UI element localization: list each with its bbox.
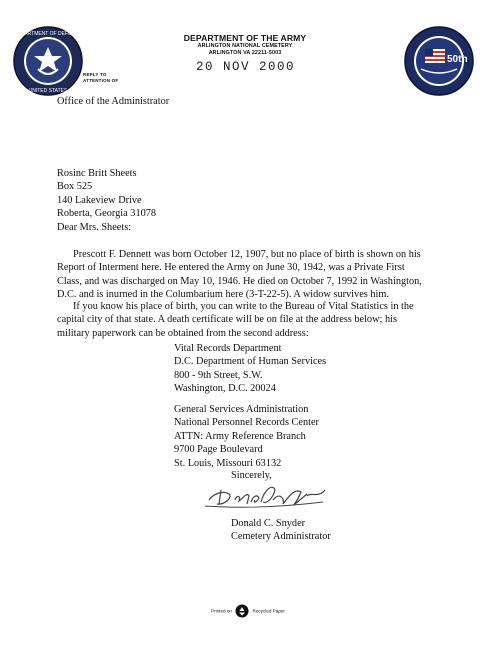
department-of-defense-seal-icon: [12, 25, 84, 97]
closing: Sincerely,: [231, 470, 272, 481]
address-records-center: [174, 403, 319, 470]
attention-of-label: ATTENTION OF: [83, 77, 119, 83]
svg-text:DEPARTMENT OF DEFENSE: DEPARTMENT OF DEFENSE: [14, 31, 82, 37]
recipient-city: Roberta, Georgia 31078: [57, 208, 157, 220]
date-stamp: 20 NOV 2000: [196, 60, 296, 74]
printed-on-label: Printed on: [211, 608, 232, 614]
footer: [211, 604, 285, 618]
office-line: Office of the Administrator: [57, 96, 170, 107]
cemetery-name: ARLINGTON NATIONAL CEMETERY: [197, 43, 293, 49]
right-seal-text: 50th: [447, 54, 468, 65]
address-2-line-5: St. Louis, Missouri 63132: [174, 457, 282, 469]
signatory: [231, 517, 331, 544]
salutation: Dear Mrs. Sheets:: [57, 222, 132, 233]
recipient-box: Box 525: [57, 181, 93, 193]
address-vital-records: [174, 342, 326, 396]
recipient-name: Rosinc Britt Sheets: [57, 168, 137, 179]
address-1-line-2: D.C. Department of Human Services: [174, 356, 327, 368]
reply-to: [83, 72, 118, 83]
recycled-paper-label: Recycled Paper: [252, 608, 285, 614]
paragraph-1: Prescott F. Dennett was born October 12, 1907, but no place of birth is shown on his Report of Interment here. He entered the Army on June 30, 1942, was a Private First Class, and was discharged on May 10, 1946. He died on October 7, 1992 in Washington, D.C. and is inurned in the Columbarium here (3-T-22-5). A widow survives him.: [57, 249, 422, 301]
address-1-line-1: Vital Records Department: [174, 343, 282, 354]
letterhead-address: ARLINGTON VA 22211-5003: [208, 50, 282, 56]
address-2-line-4: 9700 Page Boulevard: [174, 444, 263, 456]
signature-image: [203, 478, 331, 512]
paragraph-2: If you know his place of birth, you can write to the Bureau of Vital Statistics in the capital city of that state. A death certificate will be on file at the address below; his military paperwork can be obtained from the second address:: [57, 301, 414, 339]
signatory-title: Cemetery Administrator: [231, 531, 331, 543]
signatory-name: Donald C. Snyder: [231, 518, 306, 529]
address-2-line-2: National Personnel Records Center: [174, 417, 319, 429]
address-1-line-4: Washington, D.C. 20024: [174, 383, 276, 395]
50th-anniversary-seal-icon: [403, 25, 475, 97]
reply-to-label: REPLY TO: [83, 72, 107, 77]
address-1-line-3: 800 - 9th Street, S.W.: [174, 369, 263, 381]
svg-text:UNITED STATES: UNITED STATES: [28, 88, 68, 94]
recipient-address: [57, 167, 156, 221]
recycle-icon: [235, 604, 249, 618]
department-title: DEPARTMENT OF THE ARMY: [183, 33, 307, 43]
address-2-line-1: General Services Administration: [174, 404, 309, 415]
address-2-line-3: ATTN: Army Reference Branch: [174, 430, 306, 442]
recipient-street: 140 Lakeview Drive: [57, 194, 142, 206]
